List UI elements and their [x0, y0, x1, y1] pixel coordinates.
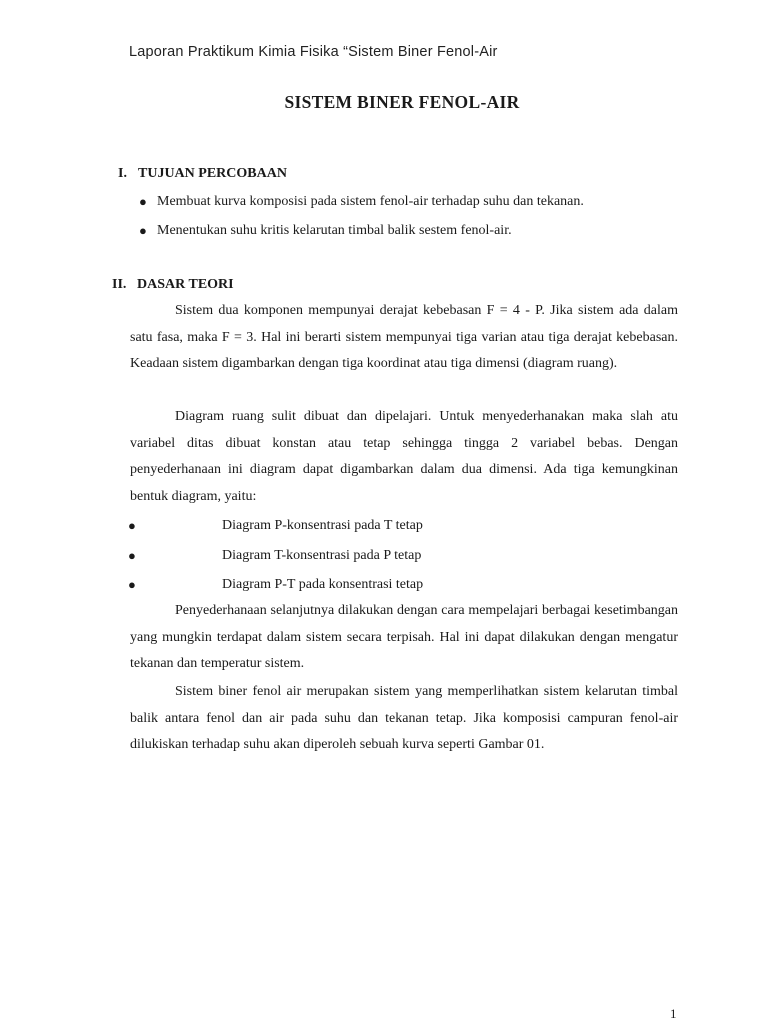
bullet-icon: ● — [139, 223, 147, 238]
list-item: Diagram P-T pada konsentrasi tetap — [222, 577, 424, 592]
list-item: Menentukan suhu kritis kelarutan timbal balik sestem fenol-air. — [157, 223, 512, 238]
list-item: Diagram P-konsentrasi pada T tetap — [222, 518, 423, 533]
section-heading-dasar-teori — [112, 277, 234, 293]
section-title: DASAR TEORI — [137, 277, 234, 292]
paragraph: Sistem dua komponen mempunyai derajat kebebasan F = 4 - P. Jika sistem ada dalam satu fasa, maka F = 3. Hal ini berarti sistem mempunyai tiga varian atau tiga derajat kebebasan. Keadaan sistem digambarkan dengan tiga koordinat atau tiga dimensi (diagram ruang). — [130, 303, 678, 371]
section-title: TUJUAN PERCOBAAN — [138, 166, 287, 181]
section-heading-tujuan — [118, 166, 287, 182]
list-item: Diagram T-konsentrasi pada P tetap — [222, 548, 422, 563]
section-number: I. — [118, 166, 127, 181]
list-item: Membuat kurva komposisi pada sistem fenol-air terhadap suhu dan tekanan. — [157, 194, 584, 209]
bullet-icon: ● — [128, 548, 136, 563]
paragraph: Sistem biner fenol air merupakan sistem yang memperlihatkan sistem kelarutan timbal balik antara fenol dan air pada suhu dan tekanan tetap. Jika komposisi campuran fenol-air dilukiskan terhadap suhu akan diperoleh sebuah kurva seperti Gambar 01. — [130, 684, 678, 752]
document-title: SISTEM BINER FENOL-AIR — [284, 92, 520, 112]
bullet-icon: ● — [128, 577, 136, 592]
section-number: II. — [112, 277, 127, 292]
paragraph: Diagram ruang sulit dibuat dan dipelajari. Untuk menyederhanakan maka slah atu variabel ditas dibuat konstan atau tetap sehingga tingga 2 variabel bebas. Dengan penyederhanaan ini diagram dapat digambarkan dalam dua dimensi. Ada tiga kemungkinan bentuk diagram, yaitu: — [130, 409, 678, 504]
paragraph: Penyederhanaan selanjutnya dilakukan dengan cara mempelajari berbagai kesetimbangan yang mungkin terdapat dalam sistem secara terpisah. Hal ini dapat dilakukan dengan mengatur tekanan dan temperatur sistem. — [130, 603, 678, 671]
bullet-icon: ● — [139, 194, 147, 209]
page-number: 1 — [670, 1006, 677, 1021]
running-header: Laporan Praktikum Kimia Fisika “Sistem Biner Fenol-Air — [129, 44, 498, 60]
bullet-icon: ● — [128, 518, 136, 533]
